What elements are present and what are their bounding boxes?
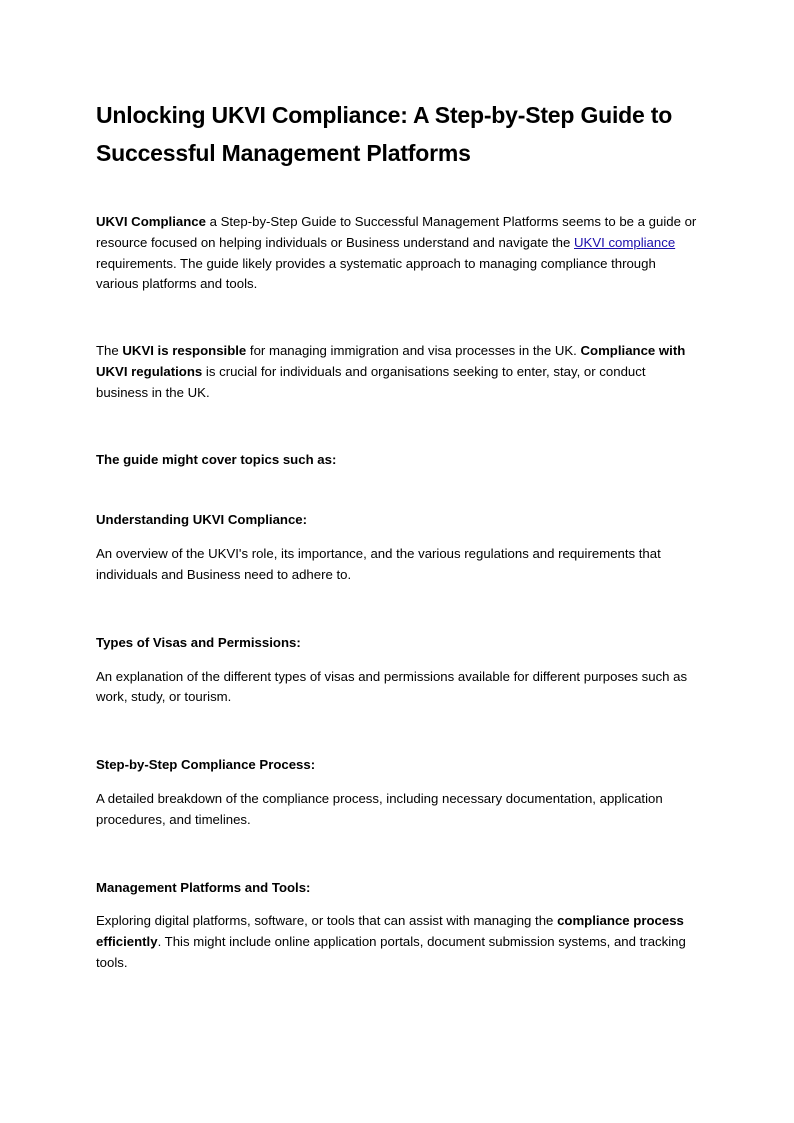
topics-heading: The guide might cover topics such as: bbox=[96, 451, 337, 467]
section-body-process: A detailed breakdown of the compliance process, including necessary documentation, application procedures, and timelines. bbox=[96, 790, 663, 827]
section-body-platforms bbox=[96, 911, 700, 973]
intro-text-2: requirements. The guide likely provides a systematic approach to managing compliance through various platforms and tools. bbox=[96, 255, 656, 292]
page-title: Unlocking UKVI Compliance: A Step-by-Step Guide to Successful Management Platforms bbox=[96, 102, 673, 166]
platforms-bold: compliance process efficiently bbox=[96, 913, 684, 950]
ukvi-bold-2: Compliance with UKVI regulations bbox=[96, 343, 686, 379]
ukvi-text-3: is crucial for individuals and organisations seeking to enter, stay, or conduct business in the UK. bbox=[96, 363, 646, 400]
platforms-text-1: Exploring digital platforms, software, or tools that can assist with managing the bbox=[96, 913, 558, 929]
section-heading-process: Step-by-Step Compliance Process: bbox=[96, 757, 316, 773]
section-heading-visas: Types of Visas and Permissions: bbox=[96, 634, 301, 650]
section-body-visas: An explanation of the different types of visas and permissions available for different purposes such as work, study, or tourism. bbox=[96, 668, 688, 705]
intro-paragraph bbox=[96, 212, 700, 295]
intro-text-1: a Step-by-Step Guide to Successful Management Platforms seems to be a guide or resource focused on helping individuals or Business understand and navigate the bbox=[96, 214, 697, 250]
ukvi-paragraph bbox=[96, 341, 700, 403]
ukvi-text-2: for managing immigration and visa processes in the UK. bbox=[246, 343, 581, 359]
ukvi-compliance-link[interactable]: UKVI compliance bbox=[574, 234, 676, 250]
ukvi-text-1: The bbox=[96, 343, 123, 359]
ukvi-bold-1: UKVI is responsible bbox=[122, 343, 247, 359]
platforms-text-2: . This might include online application portals, document submission systems, and tracking tools. bbox=[96, 934, 686, 970]
section-body-understanding: An overview of the UKVI's role, its importance, and the various regulations and requirements that individuals and Business need to adhere to. bbox=[96, 546, 661, 582]
section-heading-understanding: Understanding UKVI Compliance: bbox=[96, 512, 308, 528]
section-heading-platforms: Management Platforms and Tools: bbox=[96, 879, 311, 895]
intro-bold: UKVI Compliance bbox=[96, 214, 206, 229]
